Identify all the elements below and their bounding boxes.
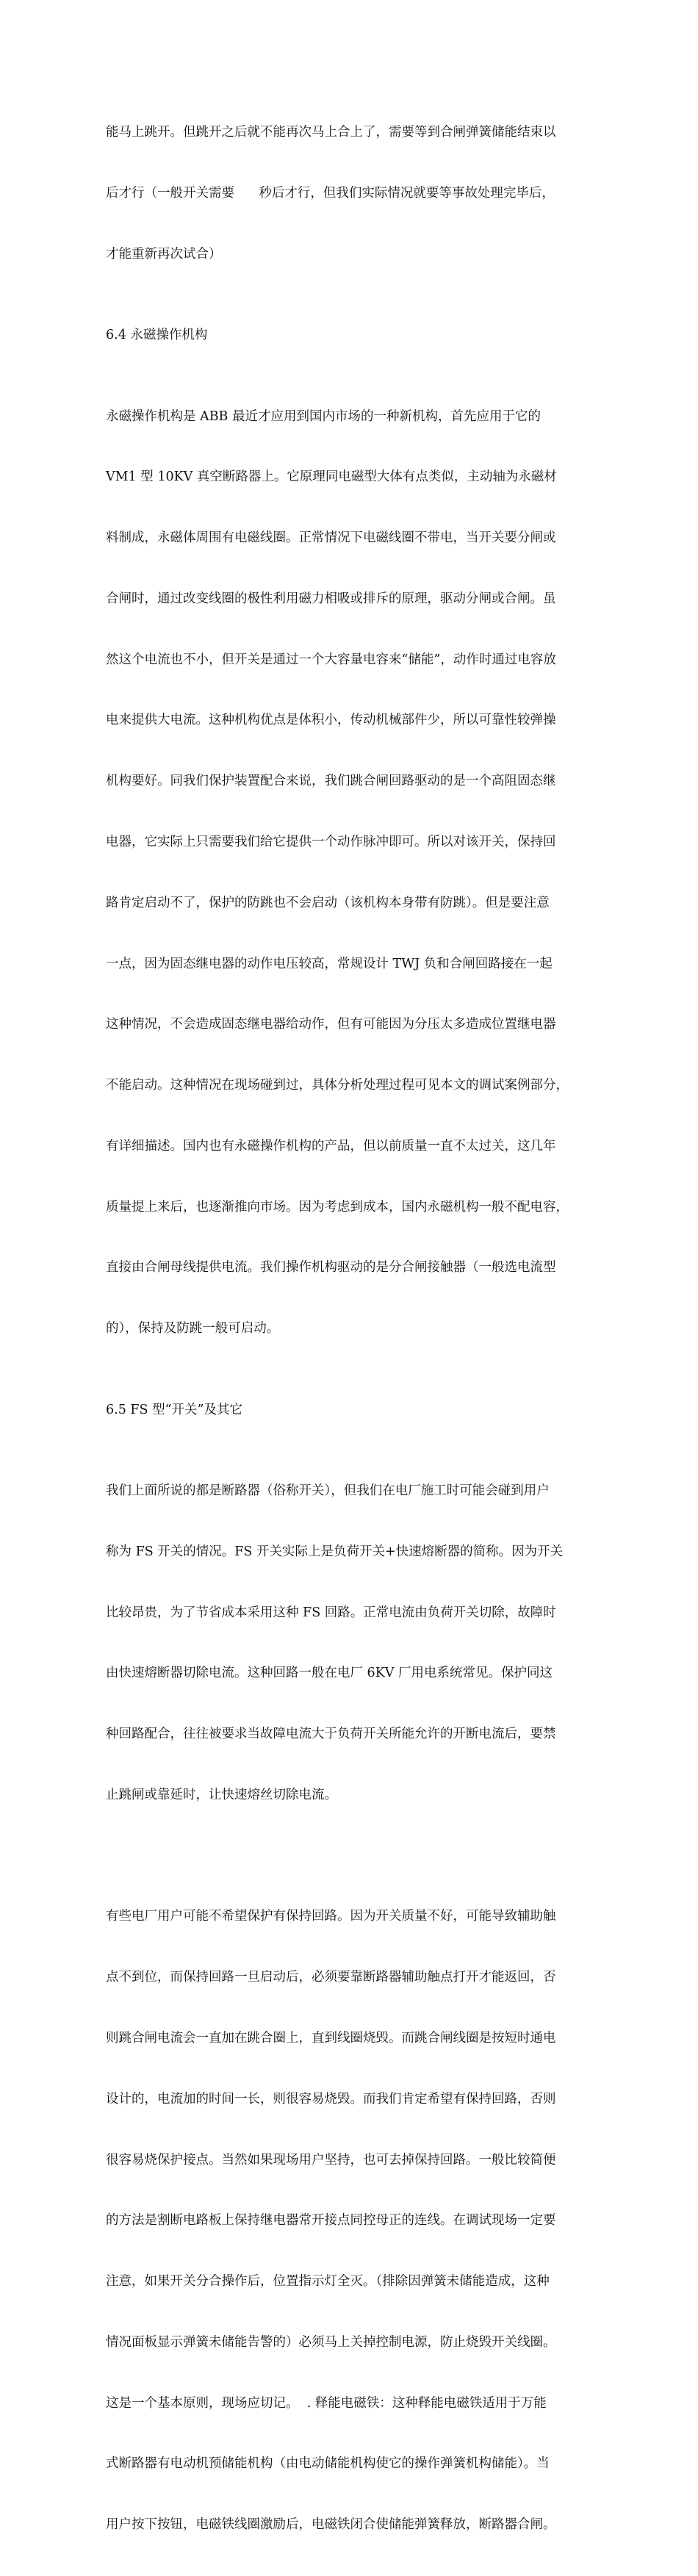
text-line: 点不到位，而保持回路一旦启动后，必须要靠断路器辅助触点打开才能返回，否 bbox=[106, 1970, 556, 1985]
text-line: 质量提上来后，也逐渐推向市场。因为考虑到成本，国内永磁机构一般不配电容， bbox=[106, 1199, 569, 1215]
text-line: 用户按下按钮，电磁铁线圈激励后，电磁铁闭合使储能弹簧释放，断路器合闸。 bbox=[106, 2517, 556, 2533]
paragraph-permanent-magnet bbox=[106, 366, 597, 1380]
text-line: 不能启动。这种情况在现场碰到过，具体分析处理过程可见本文的调试案例部分， bbox=[106, 1078, 569, 1093]
text-line: 很容易烧保护接点。当然如果现场用户坚持，也可去掉保持回路。一般比较简便 bbox=[106, 2152, 556, 2167]
text-line: 合闸时，通过改变线圈的极性利用磁力相吸或排斥的原理，驱动分闸或合闸。虽 bbox=[106, 591, 556, 606]
paragraph-gap bbox=[106, 1380, 597, 1400]
text-line: 设计的，电流加的时间一长，则很容易烧毁。而我们肯定希望有保持回路，否则 bbox=[106, 2091, 556, 2107]
text-line: 种回路配合，往往被要求当故障电流大于负荷开关所能允许的开断电流后，要禁 bbox=[106, 1727, 556, 1742]
text-line: 电器，它实际上只需要我们给它提供一个动作脉冲即可。所以对该开关，保持回 bbox=[106, 834, 556, 849]
paragraph-fs-switch bbox=[106, 1441, 597, 1846]
paragraph-closing-spring bbox=[106, 82, 597, 306]
text-line: 一点，因为固态继电器的动作电压较高，常规设计 TWJ 负和合闸回路接在一起 bbox=[106, 956, 553, 971]
text-line: 机构要好。同我们保护装置配合来说，我们跳合闸回路驱动的是一个高阻固态继 bbox=[106, 774, 556, 789]
paragraph-gap bbox=[106, 306, 597, 326]
text-line: 的方法是割断电路板上保持继电器常开接点同控母正的连线。在调试现场一定要 bbox=[106, 2213, 556, 2228]
text-line: 料制成，永磁体周围有电磁线圈。正常情况下电磁线圈不带电，当开关要分闸或 bbox=[106, 530, 556, 546]
text-line: 情况面板显示弹簧未储能告警的）必须马上关掉控制电源，防止烧毁开关线圈。 bbox=[106, 2334, 556, 2350]
text-line: 有详细描述。国内也有永磁操作机构的产品，但以前质量一直不太过关，这几年 bbox=[106, 1138, 556, 1154]
text-line: 直接由合闸母线提供电流。我们操作机构驱动的是分合闸接触器（一般选电流型 bbox=[106, 1260, 556, 1276]
text-line: 注意，如果开关分合操作后，位置指示灯全灭。（排除因弹簧未储能造成，这种 bbox=[106, 2274, 550, 2289]
text-line: VM1 型 10KV 真空断路器上。它原理同电磁型大体有点类似，主动轴为永磁材 bbox=[106, 469, 557, 485]
text-line: 电来提供大电流。这种机构优点是体积小，传动机械部件少，所以可靠性较弹操 bbox=[106, 713, 556, 728]
text-line: 称为 FS 开关的情况。FS 开关实际上是负荷开关+快速熔断器的简称。因为开关 bbox=[106, 1544, 564, 1559]
paragraph-holding-circuit bbox=[106, 1866, 597, 2576]
paragraph-gap bbox=[106, 346, 597, 367]
text-line: 的），保持及防跳一般可启动。 bbox=[106, 1321, 280, 1336]
text-line: 止跳闸或靠延时，让快速熔丝切除电流。 bbox=[106, 1787, 337, 1802]
text-line: 比较昂贵，为了节省成本采用这种 FS 回路。正常电流由负荷开关切除，故障时 bbox=[106, 1605, 556, 1620]
document-body bbox=[106, 82, 597, 2576]
text-line: 才能重新再次试合） bbox=[106, 246, 222, 262]
text-line: 后才行（一般开关需要 秒后才行，但我们实际情况就要等事故处理完毕后， bbox=[106, 185, 555, 201]
text-line: 能马上跳开。但跳开之后就不能再次马上合上了，需要等到合闸弹簧储能结束以 bbox=[106, 125, 556, 140]
text-line: 式断路器有电动机预储能机构（由电动储能机构使它的操作弹簧机构储能）。当 bbox=[106, 2456, 550, 2472]
section-heading-6-5 bbox=[106, 1400, 597, 1421]
text-line: 路肯定启动不了，保护的防跳也不会启动（该机构本身带有防跳）。但是要注意 bbox=[106, 895, 550, 910]
text-line: 这种情况，不会造成固态继电器给动作，但有可能因为分压太多造成位置继电器 bbox=[106, 1017, 556, 1032]
text-line: 由快速熔断器切除电流。这种回路一般在电厂 6KV 厂用电系统常见。保护同这 bbox=[106, 1666, 553, 1681]
text-line: 则跳合闸电流会一直加在跳合圈上，直到线圈烧毁。而跳合闸线圈是按短时通电 bbox=[106, 2031, 556, 2046]
paragraph-gap bbox=[106, 1420, 597, 1441]
text-line: 然这个电流也不小，但开关是通过一个大容量电容来“储能”，动作时通过电容放 bbox=[106, 652, 556, 667]
heading-text: 6.4 永磁操作机构 bbox=[106, 328, 208, 343]
heading-text: 6.5 FS 型“开关”及其它 bbox=[106, 1402, 242, 1417]
text-line: 有些电厂用户可能不希望保护有保持回路。因为开关质量不好，可能导致辅助触 bbox=[106, 1909, 556, 1924]
text-line: 我们上面所说的都是断路器（俗称开关），但我们在电厂施工时可能会碰到用户 bbox=[106, 1483, 550, 1498]
paragraph-gap bbox=[106, 1846, 597, 1867]
text-line: 这是一个基本原则，现场应切记。 . 释能电磁铁：这种释能电磁铁适用于万能 bbox=[106, 2395, 547, 2411]
section-heading-6-4 bbox=[106, 325, 597, 346]
text-line: 永磁操作机构是 ABB 最近才应用到国内市场的一种新机构，首先应用于它的 bbox=[106, 409, 541, 424]
